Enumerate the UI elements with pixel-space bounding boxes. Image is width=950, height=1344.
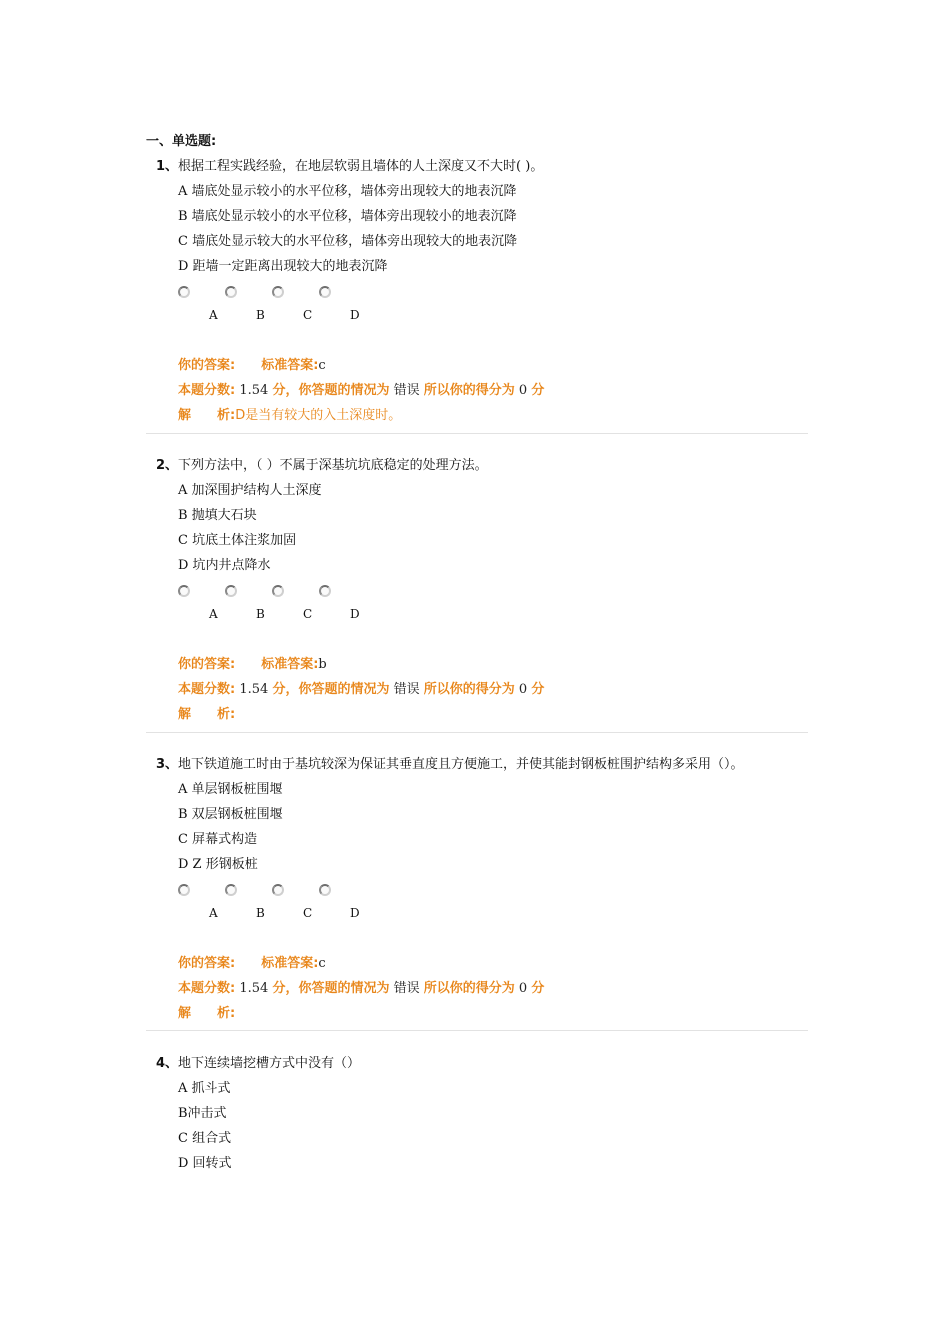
standard-answer-value: b [318, 657, 327, 672]
result-status: 错误 [393, 383, 420, 398]
score-unit: 分，你答题的情况为 [272, 981, 390, 996]
result-status: 错误 [393, 981, 420, 996]
analysis-line [178, 702, 808, 727]
standard-answer-value: c [318, 358, 326, 373]
section-title: 一、单选题: [146, 134, 217, 149]
option-b: B冲击式 [178, 1106, 227, 1121]
option-d: D 回转式 [178, 1156, 232, 1171]
radio-label-a: A [209, 906, 218, 920]
earned-value: 0 [518, 981, 528, 996]
score-unit: 分，你答题的情况为 [272, 383, 390, 398]
question-stem [156, 154, 818, 179]
question-number: 4、 [156, 1056, 179, 1071]
radio-label-d: D [350, 308, 360, 322]
earned-label: 所以你的得分为 [423, 383, 515, 398]
radio-label-a: A [209, 607, 218, 621]
analysis-line [178, 1001, 808, 1026]
radio-b[interactable] [225, 286, 237, 298]
radio-d[interactable] [319, 585, 331, 597]
earned-value: 0 [518, 682, 528, 697]
question-4 [146, 1051, 808, 1176]
option-a: A 抓斗式 [178, 1081, 231, 1096]
earned-unit: 分 [531, 383, 545, 398]
radio-c[interactable] [272, 585, 284, 597]
earned-unit: 分 [531, 981, 545, 996]
answer-line [178, 652, 808, 677]
score-line [178, 677, 808, 702]
question-1 [146, 154, 808, 428]
option-a: A 墙底处显示较小的水平位移，墙体旁出现较大的地表沉降 [178, 184, 517, 199]
radio-labels [178, 305, 808, 325]
answer-line [178, 353, 808, 378]
score-value: 1.54 [239, 682, 269, 697]
radio-d[interactable] [319, 884, 331, 896]
option-a: A 单层钢板桩围堰 [178, 782, 283, 797]
radio-label-b: B [256, 906, 265, 920]
your-answer-label: 你的答案: [178, 358, 236, 373]
score-label: 本题分数: [178, 981, 236, 996]
radio-c[interactable] [272, 286, 284, 298]
earned-label: 所以你的得分为 [423, 981, 515, 996]
score-label: 本题分数: [178, 383, 236, 398]
radio-a[interactable] [178, 884, 190, 896]
question-stem [156, 1051, 818, 1076]
question-stem [156, 752, 818, 777]
radio-labels [178, 604, 808, 624]
score-label: 本题分数: [178, 682, 236, 697]
score-value: 1.54 [239, 383, 269, 398]
option-d: D Z 形钢板桩 [178, 857, 258, 872]
your-answer-label: 你的答案: [178, 657, 236, 672]
radio-label-d: D [350, 906, 360, 920]
question-text: 地下连续墙挖槽方式中没有（） [178, 1056, 361, 1071]
option-d: D 距墙一定距离出现较大的地表沉降 [178, 259, 388, 274]
score-line [178, 378, 808, 403]
radio-label-c: C [303, 308, 313, 322]
standard-answer-label: 标准答案: [261, 358, 319, 373]
your-answer-label: 你的答案: [178, 956, 236, 971]
question-divider [146, 1030, 808, 1031]
radio-a[interactable] [178, 286, 190, 298]
question-stem [156, 453, 818, 478]
option-c: C 组合式 [178, 1131, 232, 1146]
score-unit: 分，你答题的情况为 [272, 682, 390, 697]
radio-label-b: B [256, 607, 265, 621]
analysis-label: 解 析: [178, 1006, 236, 1021]
question-text: 地下铁道施工时由于基坑较深为保证其垂直度且方便施工，并使其能封钢板桩围护结构多采用（）。 [178, 757, 744, 772]
option-c: C 坑底土体注浆加固 [178, 533, 297, 548]
radio-group [178, 283, 808, 305]
radio-label-c: C [303, 906, 313, 920]
question-number: 3、 [156, 757, 179, 772]
option-b: B 抛填大石块 [178, 508, 257, 523]
radio-labels [178, 903, 808, 923]
options-list [178, 179, 808, 279]
question-text: 下列方法中，（ ）不属于深基坑坑底稳定的处理方法。 [178, 458, 488, 473]
standard-answer-label: 标准答案: [261, 657, 319, 672]
radio-group [178, 582, 808, 604]
radio-d[interactable] [319, 286, 331, 298]
question-number: 1、 [156, 159, 179, 174]
standard-answer-label: 标准答案: [261, 956, 319, 971]
option-d: D 坑内井点降水 [178, 558, 271, 573]
option-b: B 双层钢板桩围堰 [178, 807, 283, 822]
radio-c[interactable] [272, 884, 284, 896]
question-text: 根据工程实践经验，在地层软弱且墙体的人土深度又不大时( )。 [178, 159, 544, 174]
option-c: C 墙底处显示较大的水平位移，墙体旁出现较大的地表沉降 [178, 234, 518, 249]
question-number: 2、 [156, 458, 179, 473]
radio-group [178, 881, 808, 903]
question-2 [146, 453, 808, 727]
earned-label: 所以你的得分为 [423, 682, 515, 697]
radio-b[interactable] [225, 884, 237, 896]
analysis-line [178, 403, 808, 428]
radio-a[interactable] [178, 585, 190, 597]
analysis-text: D是当有较大的入土深度时。 [235, 408, 402, 423]
options-list [178, 478, 808, 578]
radio-label-b: B [256, 308, 265, 322]
radio-label-c: C [303, 607, 313, 621]
question-divider [146, 732, 808, 733]
options-list [178, 777, 808, 877]
radio-label-a: A [209, 308, 218, 322]
standard-answer-value: c [318, 956, 326, 971]
options-list [178, 1076, 808, 1176]
earned-value: 0 [518, 383, 528, 398]
answer-line [178, 951, 808, 976]
answer-block [178, 353, 808, 428]
option-c: C 屏幕式构造 [178, 832, 258, 847]
option-a: A 加深围护结构人土深度 [178, 483, 322, 498]
question-divider [146, 433, 808, 434]
analysis-label: 解 析: [178, 707, 236, 722]
radio-label-d: D [350, 607, 360, 621]
analysis-label: 解 析: [178, 408, 236, 423]
option-b: B 墙底处显示较小的水平位移，墙体旁出现较小的地表沉降 [178, 209, 517, 224]
answer-block [178, 652, 808, 727]
score-value: 1.54 [239, 981, 269, 996]
radio-b[interactable] [225, 585, 237, 597]
answer-block [178, 951, 808, 1026]
question-3 [146, 752, 808, 1026]
score-line [178, 976, 808, 1001]
earned-unit: 分 [531, 682, 545, 697]
result-status: 错误 [393, 682, 420, 697]
